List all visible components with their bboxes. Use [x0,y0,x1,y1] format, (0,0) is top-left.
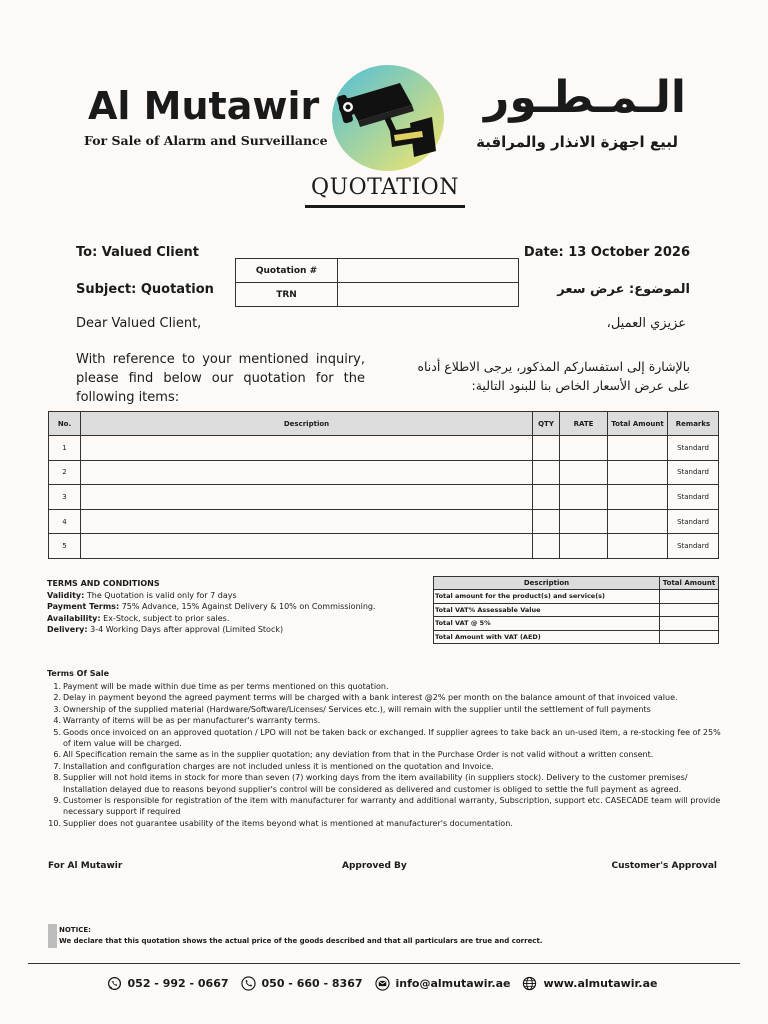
greeting-en: Dear Valued Client, [76,316,202,331]
row-number: 4 [49,509,81,534]
rate-cell[interactable] [560,436,608,461]
list-item: 3. Ownership of the supplied material (Hardware/Software/Licenses/ Services etc.), will remain with the supplier until the settlement of full payments [53,704,651,714]
total-cell[interactable] [608,460,668,485]
totals-amount-header: Total Amount [660,577,719,590]
phone-number: 052 - 992 - 0667 [127,977,229,990]
qty-cell[interactable] [533,436,560,461]
list-item: 9. Customer is responsible for registration of the item with manufacturer for warranty and additional warranty, Subscription, support etc. CASECADE team will provide necessary support if required [53,796,721,817]
rate-cell[interactable] [560,460,608,485]
column-header: Description [81,412,533,436]
availability-label: Availability: [47,613,101,623]
quotation-info-table [235,258,519,307]
totals-row-label: Total Amount with VAT (AED) [434,630,660,644]
term-text: Installation and configuration charges are not included unless it is mentioned on the quotation and Invoice. [63,761,494,771]
term-text: Ownership of the supplied material (Hardware/Software/Licenses/ Services etc.), will remain with the supplier until the settlement of full payments [63,704,651,714]
whatsapp-icon [107,976,122,991]
table-row [49,485,719,510]
term-text: Supplier will not hold items in stock for more than seven (7) working days from the item availability (in suppliers stock). Delivery to the customer premises/ Installation delayed due to reasons beyond supplier's control will be considered as delivered and customer is obliged to settle the full payment as agreed. [63,773,688,794]
rate-cell[interactable] [560,534,608,559]
list-item: 2. Delay in payment beyond the agreed payment terms will be charged with a bank interest @2% per month on the balance amount of that invoiced value. [53,693,678,703]
terms-of-sale-list [47,681,722,829]
greeting-ar: عزيزي العميل، [606,316,686,331]
qty-cell[interactable] [533,534,560,559]
list-item: 8. Supplier will not hold items in stock for more than seven (7) working days from the item availability (in suppliers stock). Delivery to the customer premises/ Installation delayed due to reasons beyond supplier's control will be considered as delivered and customer is obliged to settle the full payment as agreed. [47,772,722,795]
list-item: 4. Warranty of items will be as per manufacturer's warranty terms. [53,716,321,726]
table-row [49,460,719,485]
row-number: 5 [49,534,81,559]
notice-text: We declare that this quotation shows the actual price of the goods described and that all particulars are true and correct. [59,937,543,945]
email-address: info@almutawir.ae [395,977,511,990]
list-item: 7. Installation and configuration charges are not included unless it is mentioned on the quotation and Invoice. [53,761,494,771]
total-cell[interactable] [608,534,668,559]
totals-row-value[interactable] [660,590,719,604]
totals-row-value[interactable] [660,603,719,617]
notice-bar [48,924,57,948]
terms-title: TERMS AND CONDITIONS [47,579,160,588]
row-number: 3 [49,485,81,510]
email-icon [375,976,390,991]
remarks-cell: Standard [668,509,719,534]
totals-description-header: Description [434,577,660,590]
phone-number: 050 - 660 - 8367 [261,977,363,990]
items-table [48,411,719,559]
totals-row-label: Total VAT @ 5% [434,617,660,631]
brand-name-en: Al Mutawir [88,84,320,128]
subject-ar: الموضوع: عرض سعر [557,282,690,297]
validity-label: Validity: [47,590,85,600]
contact-whatsapp[interactable] [107,976,229,991]
row-number: 2 [49,460,81,485]
term-text: Delay in payment beyond the agreed payment terms will be charged with a bank interest @2% per month on the balance amount of that invoiced value. [63,693,678,703]
table-row [49,509,719,534]
intro-en-line: following items: [76,390,180,405]
list-item: 10. Supplier does not guarantee usability of the items beyond what is mentioned at manufacturer's documentation. [48,818,513,828]
subject: Subject: Quotation [76,282,214,297]
total-cell[interactable] [608,436,668,461]
footer-contacts [0,976,768,991]
remarks-cell: Standard [668,460,719,485]
description-cell[interactable] [81,485,533,510]
cctv-camera-logo [332,65,444,171]
notice-box [48,924,728,948]
totals-table [433,576,719,644]
totals-row-label: Total VAT% Assessable Value [434,603,660,617]
terms-of-sale-title: Terms Of Sale [47,669,110,678]
globe-icon [522,976,537,991]
totals-row-label: Total amount for the product(s) and service(s) [434,590,660,604]
intro-en-line: With reference to your mentioned inquiry, please find below our quotation for the [76,352,365,386]
totals-row-value[interactable] [660,630,719,644]
availability-text: Ex-Stock, subject to prior sales. [100,613,230,623]
delivery-label: Delivery: [47,625,88,635]
phone-icon [241,976,256,991]
terms-and-conditions [47,578,376,636]
term-text: Customer is responsible for registration of the item with manufacturer for warranty and additional warranty, Subscription, support etc. CASECADE team will provide necessary support if required [63,796,721,817]
list-item: 1. Payment will be made within due time as per terms mentioned on this quotation. [53,682,389,691]
payment-label: Payment Terms: [47,602,120,612]
website-url: www.almutawir.ae [543,977,658,990]
signature-approved-by: Approved By [342,861,407,871]
brand-tagline-en: For Sale of Alarm and Surveillance [84,133,328,148]
trn-label: TRN [236,283,338,307]
delivery-text: 3-4 Working Days after approval (Limited Stock) [87,625,284,635]
totals-row-value[interactable] [660,617,719,631]
signature-customer: Customer's Approval [611,861,717,871]
intro-en [76,350,365,407]
qty-cell[interactable] [533,460,560,485]
document-title: QUOTATION [311,175,459,200]
notice-title: NOTICE: [59,926,91,934]
qty-cell[interactable] [533,509,560,534]
total-cell[interactable] [608,485,668,510]
contact-email[interactable] [375,976,511,991]
footer-divider [28,963,740,964]
title-underline [305,205,465,208]
remarks-cell: Standard [668,436,719,461]
term-text: Warranty of items will be as per manufacturer's warranty terms. [63,716,321,726]
date: Date: 13 October 2026 [523,245,690,260]
description-cell[interactable] [81,509,533,534]
column-header: QTY [533,412,560,436]
description-cell[interactable] [81,436,533,461]
remarks-cell: Standard [668,534,719,559]
validity-text: The Quotation is valid only for 7 days [84,590,237,600]
description-cell[interactable] [81,460,533,485]
qty-cell[interactable] [533,485,560,510]
table-row [49,534,719,559]
table-row [49,436,719,461]
list-item: 5. Goods once invoiced on an approved quotation / LPO will not be taken back or exchanged. If supplier agrees to take back an un-used item, a re-stocking fee of 25% of item value will be charged. [53,727,721,749]
term-text: Supplier does not guarantee usability of the items beyond what is mentioned at manufacturer's documentation. [63,818,513,828]
total-cell[interactable] [608,509,668,534]
intro-ar: بالإشارة إلى استفساركم المذكور، يرجى الاطلاع أدناه على عرض الأسعار الخاص بنا للبنود التالية: [417,359,690,393]
column-header: RATE [560,412,608,436]
contact-website[interactable] [522,976,657,991]
remarks-cell: Standard [668,485,719,510]
column-header: Remarks [668,412,719,436]
trn-field[interactable] [338,283,519,307]
contact-phone[interactable] [241,976,363,991]
rate-cell[interactable] [560,509,608,534]
description-cell[interactable] [81,534,533,559]
payment-text: 75% Advance, 15% Against Delivery & 10% on Commissioning. [119,602,376,612]
column-header: No. [49,412,81,436]
quotation-number-field[interactable] [338,259,519,283]
list-item: 6. All Specification remain the same as in the supplier quotation; any deviation from that in the Purchase Order is not valid without a written consent. [53,750,654,760]
term-text: All Specification remain the same as in the supplier quotation; any deviation from that in the Purchase Order is not valid without a written consent. [63,750,654,760]
brand-name-ar: الـمـطـور [484,72,686,123]
row-number: 1 [49,436,81,461]
rate-cell[interactable] [560,485,608,510]
brand-tagline-ar: لبيع اجهزة الانذار والمراقبة [476,133,678,151]
signature-company: For Al Mutawir [48,861,123,871]
column-header: Total Amount [608,412,668,436]
term-text: Payment will be made within due time as per terms mentioned on this quotation. [63,682,389,691]
term-text: Goods once invoiced on an approved quotation / LPO will not be taken back or exchanged. If supplier agrees to take back an un-used item, a re-stocking fee of 25% of item value will be charged. [63,727,721,749]
recipient: To: Valued Client [76,245,200,260]
quotation-number-label: Quotation # [236,259,338,283]
